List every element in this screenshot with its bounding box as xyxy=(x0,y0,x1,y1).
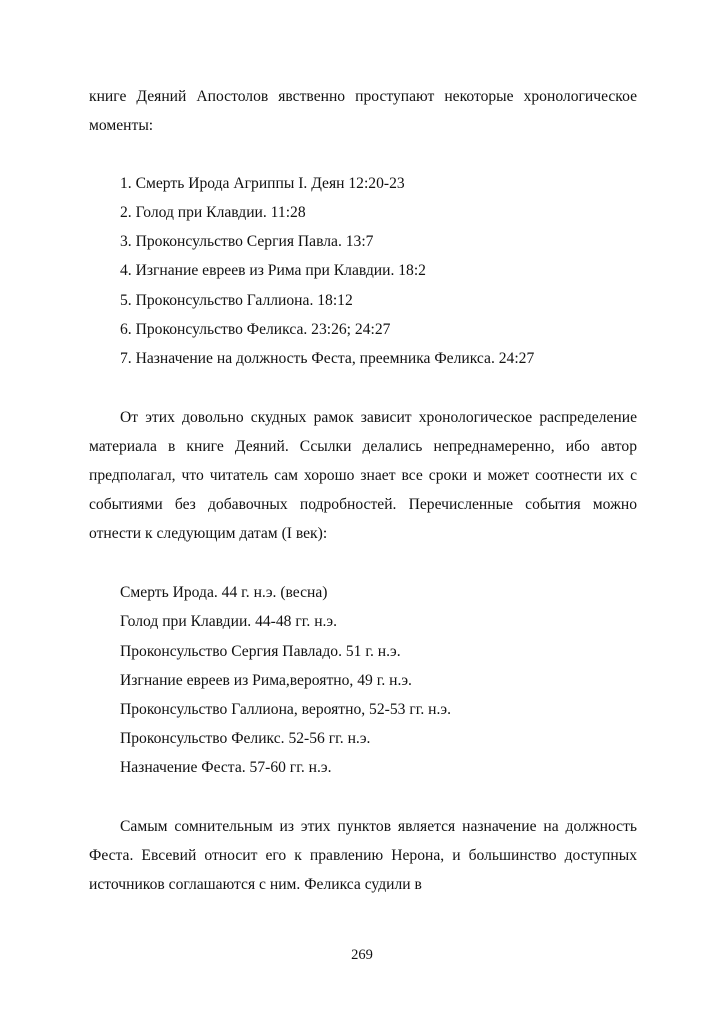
list-item: Проконсульство Галлиона, вероятно, 52-53 гг. н.э. xyxy=(120,700,452,718)
page-body xyxy=(89,82,637,899)
middle-paragraph: От этих довольно скудных рамок зависит хронологическое распределение материала в книге Деяний. Ссылки делались непреднамеренно, ибо автор предполагал, что читатель сам хорошо знает все сроки и может соотнести их с событиями без добавочных подробностей. Перечисленные события можно отнести к следующим датам (I век): xyxy=(89,408,637,543)
intro-paragraph: книге Деяний Апостолов явственно проступают некоторые хронологическое моменты: xyxy=(89,88,637,135)
list-item: Проконсульство Феликс. 52-56 гг. н.э. xyxy=(120,729,371,747)
list-item: Смерть Ирода. 44 г. н.э. (весна) xyxy=(120,584,328,602)
list-item: 3. Проконсульство Сергия Павла. 13:7 xyxy=(120,233,374,251)
list-item: 5. Проконсульство Галлиона. 18:12 xyxy=(120,291,353,309)
dates-list xyxy=(89,578,637,782)
spacer xyxy=(89,782,637,812)
spacer xyxy=(89,140,637,169)
spacer xyxy=(89,548,637,578)
list-item: Голод при Клавдии. 44-48 гг. н.э. xyxy=(120,613,338,631)
list-item: 2. Голод при Клавдии. 11:28 xyxy=(120,204,306,222)
list-item: 6. Проконсульство Феликса. 23:26; 24:27 xyxy=(120,320,391,338)
list-item: 7. Назначение на должность Феста, преемника Феликса. 24:27 xyxy=(120,349,535,367)
list-item: Назначение Феста. 57-60 гг. н.э. xyxy=(120,758,332,776)
final-paragraph: Самым сомнительным из этих пунктов является назначение на должность Феста. Евсевий относит его к правлению Нерона, и большинство доступных источников соглашаются с ним. Феликса судили в xyxy=(89,817,637,894)
events-list xyxy=(89,169,637,373)
list-item: 1. Смерть Ирода Агриппы I. Деян 12:20-23 xyxy=(120,175,405,193)
list-item: Проконсульство Сергия Павладо. 51 г. н.э. xyxy=(120,642,401,660)
page-number: 269 xyxy=(351,947,373,963)
list-item: 4. Изгнание евреев из Рима при Клавдии. 18:2 xyxy=(120,262,426,280)
spacer xyxy=(89,373,637,403)
list-item: Изгнание евреев из Рима,вероятно, 49 г. н.э. xyxy=(120,671,412,689)
